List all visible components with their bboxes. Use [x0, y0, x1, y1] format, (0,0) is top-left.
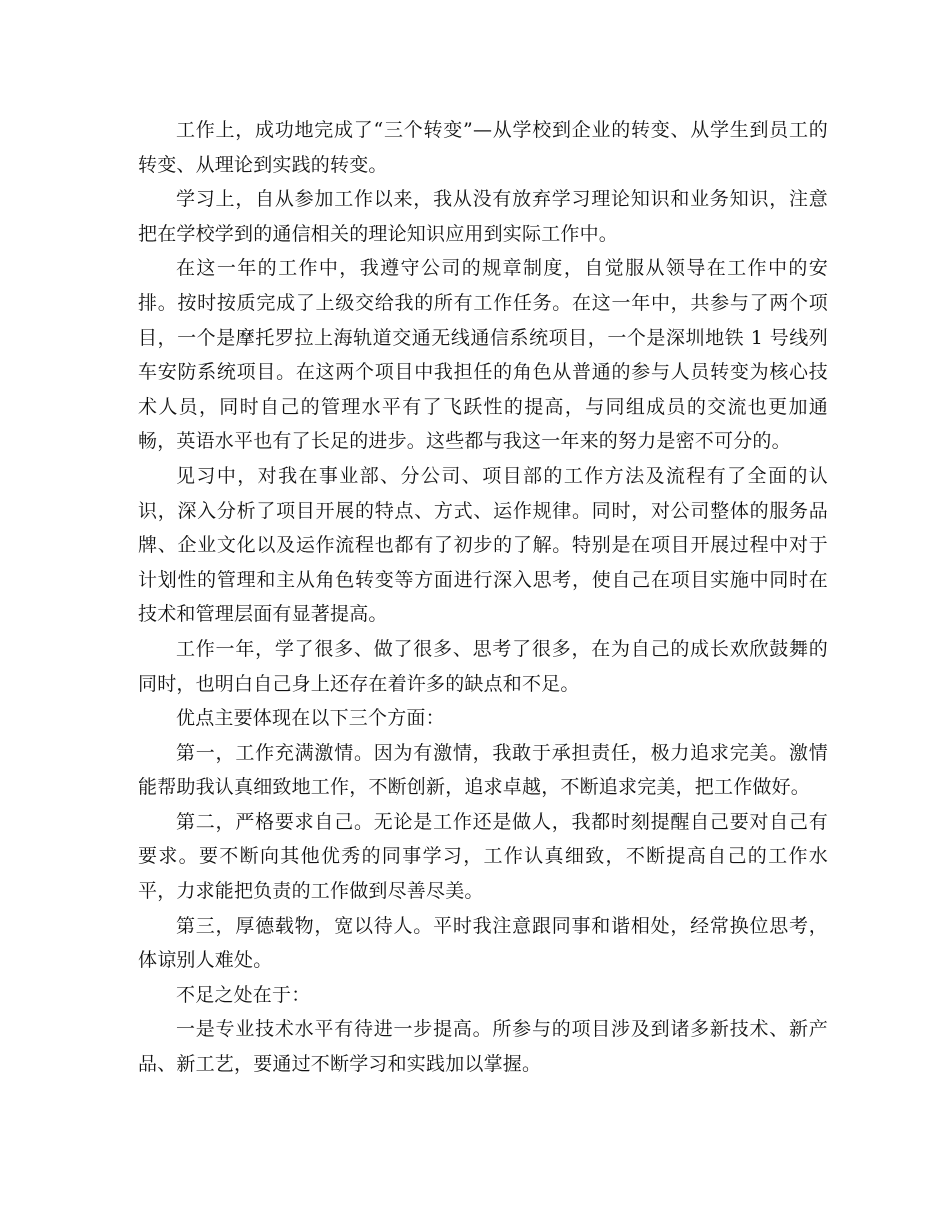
paragraph-study: 学习上，自从参加工作以来，我从没有放弃学习理论知识和业务知识，注意把在学校学到的通信相关的理论知识应用到实际工作中。 — [138, 188, 828, 245]
document-body — [138, 113, 828, 1082]
paragraph-weakness-technical-skill: 一是专业技术水平有待进一步提高。所参与的项目涉及到诸多新技术、新产品、新工艺，要通过不断学习和实践加以掌握。 — [138, 1018, 828, 1076]
paragraph-year-projects: 在这一年的工作中，我遵守公司的规章制度，自觉服从领导在工作中的安排。按时按质完成了上级交给我的所有工作任务。在这一年中，共参与了两个项目，一个是摩托罗拉上海轨道交通无线通信系统项目，一个是深圳地铁 1 号线列车安防系统项目。在这两个项目中我担任的角色从普通的参与人员转变为核心技术人员，同时自己的管理水平有了飞跃性的提高，与同组成员的交流也更加通畅，英语水平也有了长足的进步。这些都与我这一年来的努力是密不可分的。 — [138, 257, 828, 453]
paragraph-strength-self-discipline: 第二，严格要求自己。无论是工作还是做人，我都时刻提醒自己要对自己有要求。要不断向其他优秀的同事学习，工作认真细致，不断提高自己的工作水平，力求能把负责的工作做到尽善尽美。 — [138, 810, 828, 903]
paragraph-strength-passion: 第一，工作充满激情。因为有激情，我敢于承担责任，极力追求完美。激情能帮助我认真细致地工作，不断创新，追求卓越，不断追求完美，把工作做好。 — [138, 741, 828, 799]
paragraph-strength-tolerance: 第三，厚德载物，宽以待人。平时我注意跟同事和谐相处，经常换位思考，体谅别人难处。 — [138, 914, 828, 972]
paragraph-one-year-summary: 工作一年，学了很多、做了很多、思考了很多，在为自己的成长欢欣鼓舞的同时，也明白自己身上还存在着许多的缺点和不足。 — [138, 637, 828, 695]
paragraph-internship: 见习中，对我在事业部、分公司、项目部的工作方法及流程有了全面的认识，深入分析了项目开展的特点、方式、运作规律。同时，对公司整体的服务品牌、企业文化以及运作流程也都有了初步的了解。特别是在项目开展过程中对于计划性的管理和主从角色转变等方面进行深入思考，使自己在项目实施中同时在技术和管理层面有显著提高。 — [138, 464, 828, 626]
paragraph-strengths-heading: 优点主要体现在以下三个方面： — [176, 707, 445, 730]
paragraph-work-transformations: 工作上，成功地完成了“三个转变”—从学校到企业的转变、从学生到员工的转变、从理论到实践的转变。 — [138, 119, 828, 176]
paragraph-weaknesses-heading: 不足之处在于： — [176, 983, 311, 1006]
